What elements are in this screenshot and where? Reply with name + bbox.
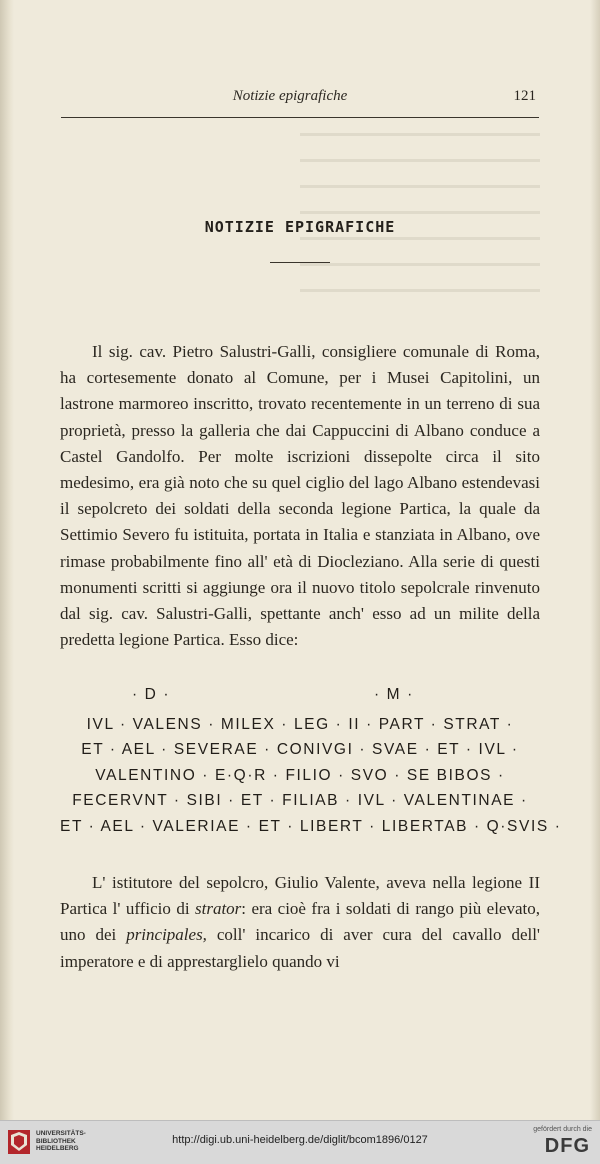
institution-line-1: UNIVERSITÄTS- xyxy=(36,1130,86,1137)
inscription-line: ET · AEL · SEVERAE · CONIVGI · SVAE · ET · IVL · xyxy=(81,741,519,758)
running-head-title: Notizie epigrafiche xyxy=(232,88,348,104)
paragraph-1: Il sig. cav. Pietro Salustri-Galli, consigliere comunale di Roma, ha cortesemente donato al Comune, per i Musei Capitolini, un lastrone marmoreo inscritto, trovato recentemente in un terreno di sua proprietà, presso la galleria che dai Cappuccini di Albano conduce a Castel Gandolfo. Per molte iscrizioni dissepolte circa il sito medesimo, era già noto che su quel ciglio del lago Albano estendevasi il sepolcreto dei soldati della seconda legione Partica, la quale da Settimio Severo fu istituita, portata in Italia e stanziata in Albano, ove rimase probabilmente fino all' età di Diocleziano. Alla serie di questi monumenti scritti si aggiunge ora il nuovo titolo sepolcrale rinvenuto dal sig. cav. Salustri-Galli, spettante anch' esso ad un milite della predetta legione Partica. Esso dice: xyxy=(60,342,540,650)
term-strator: strator xyxy=(195,899,242,919)
inscription xyxy=(60,686,562,839)
institution-name xyxy=(36,1130,86,1153)
page-gutter xyxy=(0,0,14,1120)
title-rule xyxy=(270,262,330,263)
page-edge xyxy=(590,0,600,1120)
viewer-footer xyxy=(0,1120,600,1164)
inscription-line: IVL · VALENS · MILEX · LEG · II · PART · STRAT · xyxy=(86,715,514,733)
page-number: 121 xyxy=(513,88,536,104)
inscription-line: ET · AEL · VALERIAE · ET · LIBERT · LIBERTAB · Q·SVIS · xyxy=(60,817,562,835)
inscription-line: FECERVNT · SIBI · ET · FILIAB · IVL · VALENTINAE · xyxy=(72,792,528,809)
paragraph-2-part-b: : era cioè fra i soldati di rango più elevato, uno dei xyxy=(60,899,540,945)
institution-line-3: HEIDELBERG xyxy=(36,1145,79,1152)
inscription-dm-line xyxy=(60,686,540,712)
term-principales: principales, xyxy=(126,925,207,945)
university-seal-icon xyxy=(6,1127,36,1157)
dfg-logo: DFG xyxy=(544,1135,590,1157)
paragraph-2 xyxy=(60,870,540,975)
inscription-d: · D · xyxy=(132,686,171,703)
inscription-line: VALENTINO · E·Q·R · FILIO · SVO · SE BIBOS · xyxy=(95,766,505,784)
header-rule xyxy=(61,117,539,118)
inscription-m: · M · xyxy=(374,686,414,703)
institution-line-2: BIBLIOTHEK xyxy=(36,1137,76,1145)
funded-by-label: gefördert durch die xyxy=(533,1126,592,1133)
permalink[interactable]: http://digi.ub.uni-heidelberg.de/diglit/bcom1896/0127 xyxy=(172,1134,428,1146)
paragraph-2-part-c: coll' incarico di aver cura del cavallo dell' imperatore e di apprestarglielo quando vi xyxy=(60,925,540,971)
paragraph-2-part-a: L' istitutore del sepolcro, Giulio Valente, aveva nella legione II Partica l' ufficio di xyxy=(60,873,540,919)
section-title: NOTIZIE EPIGRAFICHE xyxy=(204,218,396,236)
running-head xyxy=(40,88,540,112)
